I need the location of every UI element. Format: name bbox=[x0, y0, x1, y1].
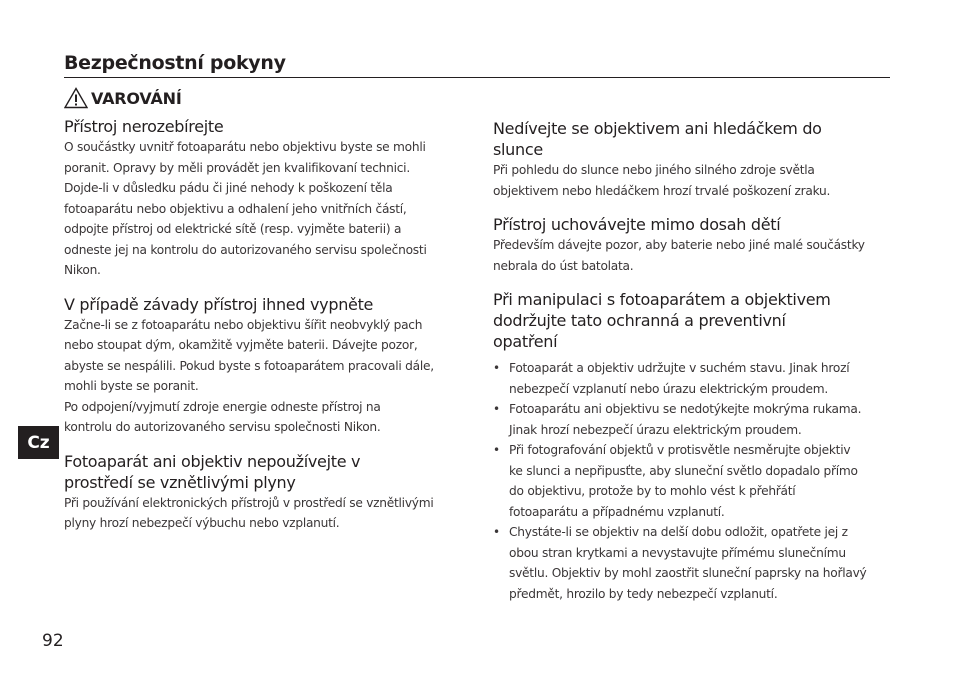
body-line: plyny hrozí nebezpečí výbuchu nebo vzplanutí. bbox=[64, 516, 340, 530]
language-tab: Cz bbox=[18, 426, 59, 459]
section-heading: slunce bbox=[493, 140, 543, 159]
page-number: 92 bbox=[42, 631, 64, 651]
section-heading: Nedívejte se objektivem ani hledáčkem do bbox=[493, 119, 822, 138]
bullet-icon: • bbox=[493, 443, 500, 457]
body-line: fotoaparátu nebo objektivu a odhalení jeho vnitřních částí, bbox=[64, 201, 407, 216]
list-item bbox=[493, 440, 893, 522]
list-item bbox=[493, 358, 893, 399]
body-line: odneste jej na kontrolu do autorizovaného servisu společnosti bbox=[64, 242, 427, 257]
bullet-line: ke slunci a nepřipusťte, aby sluneční světlo dopadalo přímo bbox=[509, 463, 858, 478]
bullet-icon: • bbox=[493, 361, 500, 375]
body-line: Především dávejte pozor, aby baterie nebo jiné malé součástky bbox=[493, 238, 865, 252]
section-heading: Přístroj uchovávejte mimo dosah dětí bbox=[493, 215, 781, 234]
bullet-line: do objektivu, protože by to mohlo vést k přehřátí bbox=[509, 484, 796, 498]
list-item bbox=[493, 399, 893, 440]
warning-triangle-icon bbox=[64, 87, 88, 109]
section-disassembly bbox=[64, 116, 464, 281]
section-heading: opatření bbox=[493, 332, 558, 351]
bullet-line: Jinak hrozí nebezpečí úrazu elektrickým proudem. bbox=[509, 422, 802, 437]
bullet-icon: • bbox=[493, 402, 500, 416]
body-line: nebo stoupat dým, okamžitě vyjměte baterii. Dávejte pozor, bbox=[64, 338, 418, 352]
body-line: nebrala do úst batolata. bbox=[493, 258, 634, 273]
body-line: Dojde-li v důsledku pádu či jiné nehody k poškození těla bbox=[64, 181, 393, 195]
body-line: Při používání elektronických přístrojů v prostředí se vznětlivými bbox=[64, 495, 434, 510]
bullet-line: fotoaparátu a případnému vzplanutí. bbox=[509, 504, 725, 519]
section-heading: Přístroj nerozebírejte bbox=[64, 117, 224, 136]
body-line: Při pohledu do slunce nebo jiného silného zdroje světla bbox=[493, 163, 815, 177]
warning-label: VAROVÁNÍ bbox=[91, 88, 182, 108]
precaution-list bbox=[493, 358, 893, 604]
section-sun bbox=[493, 118, 893, 201]
body-line: poranit. Opravy by měli provádět jen kvalifikovaní technici. bbox=[64, 160, 410, 175]
bullet-line: světlu. Objektiv by mohl zaostřit sluneční paprsky na hořlavý bbox=[509, 566, 867, 580]
section-children bbox=[493, 214, 893, 276]
section-flammable-gas bbox=[64, 451, 464, 534]
bullet-icon: • bbox=[493, 525, 500, 539]
bullet-line: předmět, hrozilo by tedy nebezpečí vzplanutí. bbox=[509, 586, 778, 601]
section-heading: Při manipulaci s fotoaparátem a objektivem bbox=[493, 290, 831, 309]
bullet-line: Při fotografování objektů v protisvětle nesměrujte objektiv bbox=[509, 443, 851, 457]
title-rule bbox=[64, 77, 890, 78]
body-line: abyste se nespálili. Pokud byste s fotoaparátem pracovali dále, bbox=[64, 358, 434, 373]
bullet-line: Chystáte-li se objektiv na delší dobu odložit, opatřete jej z bbox=[509, 525, 848, 539]
section-heading: prostředí se vznětlivými plyny bbox=[64, 472, 296, 492]
bullet-line: nebezpečí vzplanutí nebo úrazu elektrickým proudem. bbox=[509, 381, 829, 396]
bullet-line: obou stran krytkami a nevystavujte přímému slunečnímu bbox=[509, 545, 846, 560]
bullet-line: Fotoaparát a objektiv udržujte v suchém stavu. Jinak hrozí bbox=[509, 361, 850, 375]
body-line: Začne-li se z fotoaparátu nebo objektivu šířit neobvyklý pach bbox=[64, 317, 423, 332]
list-item bbox=[493, 522, 893, 604]
section-heading: dodržujte tato ochranná a preventivní bbox=[493, 311, 786, 330]
bullet-line: Fotoaparátu ani objektivu se nedotýkejte mokrýma rukama. bbox=[509, 402, 862, 416]
left-column bbox=[64, 116, 464, 547]
body-line: objektivem nebo hledáčkem hrozí trvalé poškození zraku. bbox=[493, 183, 831, 198]
body-line: odpojte přístroj od elektrické sítě (resp. vyjměte baterii) a bbox=[64, 222, 402, 236]
right-column bbox=[493, 118, 893, 617]
section-handling-precautions bbox=[493, 289, 893, 604]
warning-header bbox=[64, 86, 182, 110]
section-heading: V případě závady přístroj ihned vypněte bbox=[64, 294, 374, 314]
page-title: Bezpečnostní pokyny bbox=[64, 52, 286, 74]
body-line: O součástky uvnitř fotoaparátu nebo objektivu byste se mohli bbox=[64, 140, 426, 154]
body-line: mohli byste se poranit. bbox=[64, 379, 199, 393]
body-line: Nikon. bbox=[64, 263, 101, 277]
section-malfunction bbox=[64, 294, 464, 438]
body-line: Po odpojení/vyjmutí zdroje energie odneste přístroj na bbox=[64, 399, 381, 414]
body-line: kontrolu do autorizovaného servisu společnosti Nikon. bbox=[64, 420, 381, 434]
section-heading: Fotoaparát ani objektiv nepoužívejte v bbox=[64, 451, 361, 471]
